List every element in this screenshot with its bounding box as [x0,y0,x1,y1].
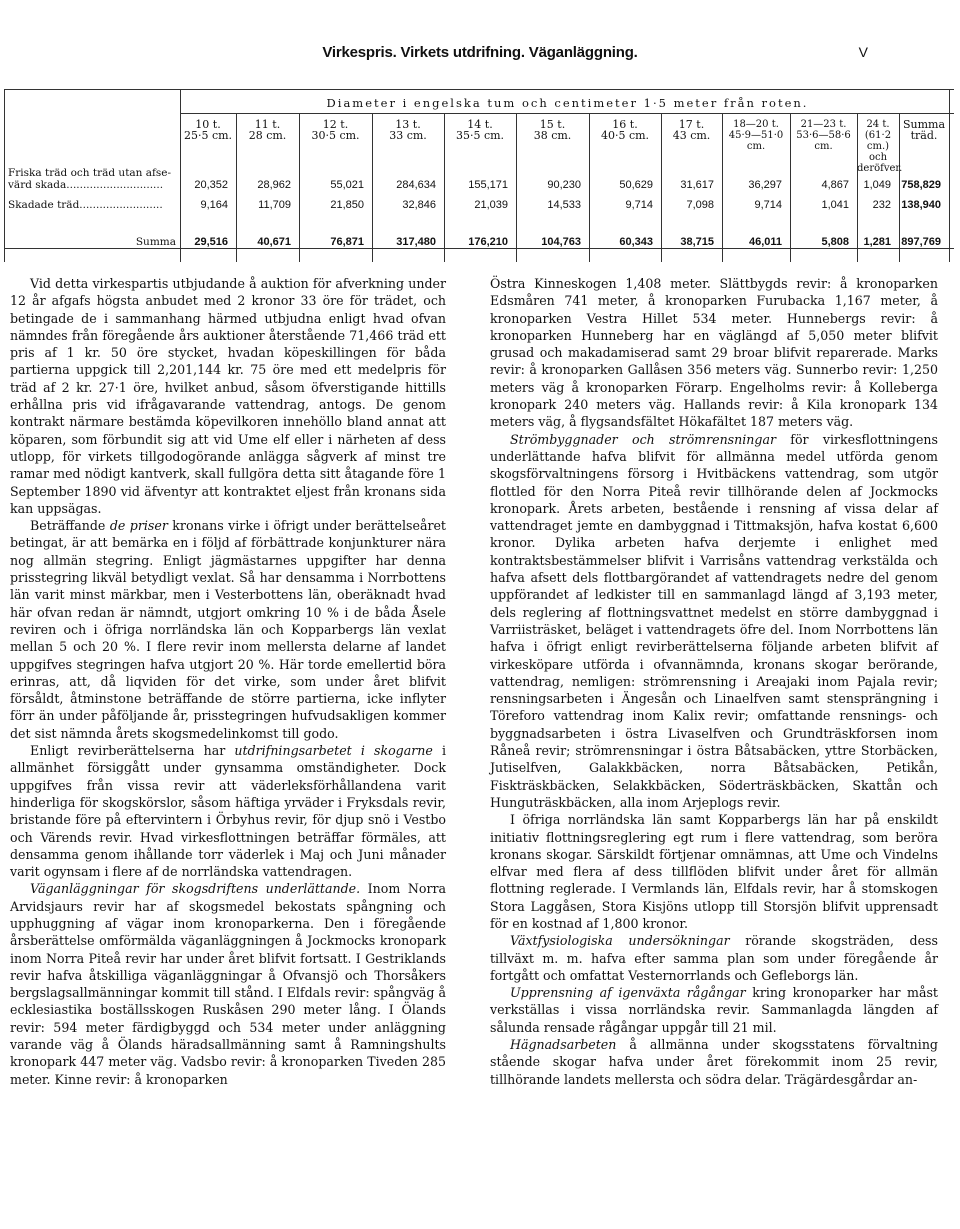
table-cell: 20,352 [194,179,228,191]
table-cell: 55,021 [330,179,364,191]
emphasis: Upprensning af igenväxta rågångar [510,985,746,1001]
row-label: Friska träd och träd utan afse- värd skada............................. [8,167,172,191]
table-cell: 46,011 [748,236,782,248]
column-header: 14 t. 35·5 cm. [455,118,505,142]
right-text-column [490,275,938,1088]
table-cell: 40,671 [257,236,291,248]
paragraph: Vid detta virkespartis utbjudande å auktion för afverkning under 12 år afgafs högsta anbudet med 2 kronor 33 öre för trädet, och betingade de i sammanhang härmed utbjudna enligt hvad ofvan nämndes från föregående års auktioner återstående 71,466 träd ett pris af 1 kr. 50 öre stycket, hvadan köpeskillingen för båda partierna uppgick till 2,201,144 kr. 75 öre med ett medelpris för träd af 2 kr. 27·1 öre, hvilket anbud, såsom öfverstigande hittills erhållna pris vid ifrågavarande vattendrag, antogs. De genom kontrakt närmare bestämda köpevilkoren innehöllo bland annat att köparen, som förbundit sig att vid Ume elf eller i närheten af dess utlopp, för virkets tillgodogörande anlägga sågverk af minst tre ramar med nödigt kantverk, skall fullgöra detta sitt åtagande före 1 September 1890 vid äfventyr att kontraktet eljest från kronans sida kan uppsägas. [10,276,446,516]
table-cell: 155,171 [468,179,508,191]
table-cell: 28,962 [257,179,291,191]
table-cell: 7,098 [686,199,714,211]
emphasis: Växtfysiologiska undersökningar [510,933,730,949]
table-cell: 21,850 [330,199,364,211]
table-cell: 5,808 [821,236,849,248]
table-cell: 76,871 [330,236,364,248]
left-text-column [10,275,446,1088]
table-cell: 176,210 [468,236,508,248]
table-cell: 758,829 [901,179,941,191]
column-header: 17 t. 43 cm. [672,118,711,142]
paragraph: Beträffande de priser kronans virke i öfrigt under berättelseåret betingat, är att bemärka en i följd af förbättrade konjunkturer nära nog allmän stegring. Enligt jägmästarnes uppgifter har denna prisstegring likväl betydligt vexlat. Så har densamma i Norrbottens län varit minst märkbar, men i Vesterbottens län, oberäknadt hvad här ofvan redan är nämndt, utgjort omkring 10 % i de båda Åsele reviren och i öfriga norrländska län och Kopparbergs län vexlat mellan 5 och 20 %. I flere revir inom mellersta delarne af landet uppgifves stegringen hafva utgjort 20 %. Här torde emellertid böra erinras, att, då liqviden för det virke, som under året blifvit försåldt, åtminstone beträffande de större partierna, icke inflyter förr än under påföljande år, prisstegringen hufvudsakligen kommer det sist nämnda årets skogsmedelinkomst till godo. [10,518,446,741]
paragraph: Strömbyggnader och strömrensningar för virkesflottningens underlättande hafva blifvit för allmänna medel utförda genom skogsförvaltningens försorg i Hvitbäckens vattendrag, som utgör flottled för den Norra Piteå revir tillhörande delen af Jockmocks kronopark. Årets arbeten, bestående i rensning af vissa delar af vattendraget jemte en dambyggnad i Tittmaksjön, hafva kostat 6,600 kronor. Dylika arbeten hafva derjemte i enlighet med kontraktsbestämmelser blifvit i Varrisåns vattendrag verkstälda och hafva afsett dels flottbargörandet af vattendragets nedre del genom uppförandet af ledkister till en sammanlagd längd af 3,193 meter, dels reglering af flottningsvattnet medelst en större dambyggnad i Varriisträsket, beläget i vattendragets öfre del. Inom Norrbottens län hafva i öfrigt enligt revirberättelserna följande arbeten blifvit af virkesköpare utförda i ofvannämnda, kronans skogar berörande, vattendrag, nemligen: strömrensning i Areajaki inom Pajala revir; rensningsarbeten i Ängesån och Linaelfven samt stensprängning i Töreforo vattendrag inom Kalix revir; omfattande rensnings- och byggnadsarbeten i östra Livaselfven och Grundträskforsen inom Råneå revir; strömrensningar i östra Båtsabäcken, yttre Storbäcken, Jutiselfven, Galakkbäcken, norra Båtsabäcken, Petikån, Fiskträskbäcken, Selakkbäcken, Söderträskbäcken, Skattån och Hunguträskbäcken, alla inom Arjeplogs revir. [490,431,938,810]
table-cell: 104,763 [541,236,581,248]
table-cell: 31,617 [680,179,714,191]
table-cell: 32,846 [402,199,436,211]
table-cell: 60,343 [619,236,653,248]
column-header: Summa träd. [902,118,946,142]
table-cell: 9,714 [754,199,782,211]
table-cell: 14,533 [547,199,581,211]
page-header [0,44,960,68]
column-header: 16 t. 40·5 cm. [600,118,650,142]
paragraph: Hägnadsarbeten å allmänna under skogsstatens förvaltning stående skogar hafva under året förekommit inom 25 revir, tillhörande landets mellersta och södra delar. Trägärdesgårdar an- [490,1037,938,1087]
table-cell: 284,634 [396,179,436,191]
table-cell: 4,867 [821,179,849,191]
paragraph: I öfriga norrländska län samt Kopparbergs län har på enskildt initiativ flottningsreglering egt rum i flere vattendrag, som beröra kronans skogar. Särskildt förtjenar omnämnas, att Ume och Vindelns elfvar med flera af dess tillflöden blifvit under året för allmän flottning reglerade. I Vermlands län, Elfdals revir, har å stomskogen Stora Laggåsen, Stora Kisjöns utlopp till Storsjön blifvit upprensadt för en kostnad af 1,800 kronor. [490,812,938,931]
table-cell: 9,164 [200,199,228,211]
table-cell: 29,516 [194,236,228,248]
table-caption: Diameter i engelska tum och centimeter 1·5 meter från roten. [326,96,809,110]
table-cell: 11,709 [258,199,291,211]
page-number: V [858,44,868,60]
column-header: 18—20 t. 45·9—51·0 cm. [728,119,784,152]
paragraph: Väganläggningar för skogsdriftens underlättande. Inom Norra Arvidsjaurs revir har af skogsmedel bekostats spångning och upphuggning af vägar inom kronoparkerna. Den i föregående årsberättelse omförmälda väganläggningen å Jockmocks kronopark inom Norra Piteå revir har under året blifvit fortsatt. I Gestriklands revir hafva åtskilliga väganläggningar å Ofvansjö och Thorsåkers bergslagsallmänningar kommit till stånd. I Elfdals revir: spångväg å ecklesiastika boställsskogen Ruskåsen 290 meter lång. I Ölands revir: 594 meter färdigbyggd och 534 meter under anläggning varande väg å Ölands häradsallmänning samt å Ramningshults kronopark 447 meter väg. Vadsbo revir: å kronoparken Tiveden 285 meter. Kinne revir: å kronoparken [10,881,446,1087]
row-label: Skadade träd......................... [8,199,163,211]
paragraph: Upprensning af igenväxta rågångar kring kronoparker har måst verkställas i vissa norrländska revir. Sammanlagda längden af sålunda rensade rågångar uppgår till 21 mil. [490,985,938,1035]
emphasis: utdrifningsarbetet i skogarne [234,743,433,759]
column-header: 24 t. (61·2 cm.) och deröfver. [857,119,903,174]
row-label: Summa [135,236,176,248]
table-cell: 50,629 [619,179,653,191]
diameter-table [4,89,954,262]
paragraph: Växtfysiologiska undersökningar rörande skogsträden, dess tillväxt m. m. hafva efter samma plan som under föregående år fortgått och omfattat Vesternorrlands och Gefleborgs län. [490,933,938,983]
table-cell: 38,715 [680,236,714,248]
table-cell: 138,940 [901,199,941,211]
column-header: 13 t. 33 cm. [389,118,427,142]
running-title: Virkespris. Virkets utdrifning. Väganläggning. [322,44,638,61]
column-header: 21—23 t. 53·6—58·6 cm. [796,119,851,152]
table-cell: 21,039 [474,199,508,211]
table-cell: 90,230 [547,179,581,191]
emphasis: Strömbyggnader och strömrensningar [510,431,776,447]
column-header: 15 t. 38 cm. [533,118,572,142]
emphasis: Hägnadsarbeten [510,1037,617,1053]
table-cell: 36,297 [748,179,782,191]
table-cell: 1,281 [863,236,891,248]
paragraph: Enligt revirberättelserna har utdrifningsarbetet i skogarne i allmänhet försiggått under gynsamma omständigheter. Dock uppgifves från vissa revir att väderleksförhållandena varit hinderliga för skogskörslor, såsom häftiga yrväder i Fryksdals revir, bristande före på eftervintern i Örbyhus revir, för djup snö i Vestbo och Värends revir. Hvad virkesflottningen beträffar förmäles, att densamma genom ihållande torr väderlek i Maj och Juni månader varit ogynsam i flere af de norrländska vattendragen. [10,743,447,880]
table-cell: 897,769 [901,236,941,248]
table-cell: 1,049 [863,179,891,191]
emphasis: de priser [109,518,168,534]
column-header: 10 t. 25·5 cm. [183,118,233,142]
column-header: 12 t. 30·5 cm. [311,118,360,142]
table-cell: 232 [872,199,891,211]
column-header: 11 t. 28 cm. [248,118,287,142]
table-cell: 1,041 [821,199,849,211]
table-cell: 317,480 [396,236,436,248]
table-cell: 9,714 [625,199,653,211]
emphasis: Väganläggningar för skogsdriftens underlättande. [30,881,361,897]
paragraph: Östra Kinneskogen 1,408 meter. Slättbygds revir: å kronoparken Edsmåren 741 meter, å kronoparken Furubacka 1,167 meter, å kronoparken Vestra Hillet 534 meter. Hunnebergs revir: å kronoparken Hunneberg har en väglängd af 5,050 meter blifvit grusad och makadamiserad samt 29 broar blifvit reparerade. Marks revir: å kronoparken Gallåsen 356 meters väg. Sunnerbo revir: 1,250 meters väg å kronoparken Förarp. Engelholms revir: å Kolleberga kronopark 240 meters väg. Hallands revir: å Kila kronopark 134 meters väg, å flygsandsfältet Hökafältet 187 meters väg. [490,276,938,430]
